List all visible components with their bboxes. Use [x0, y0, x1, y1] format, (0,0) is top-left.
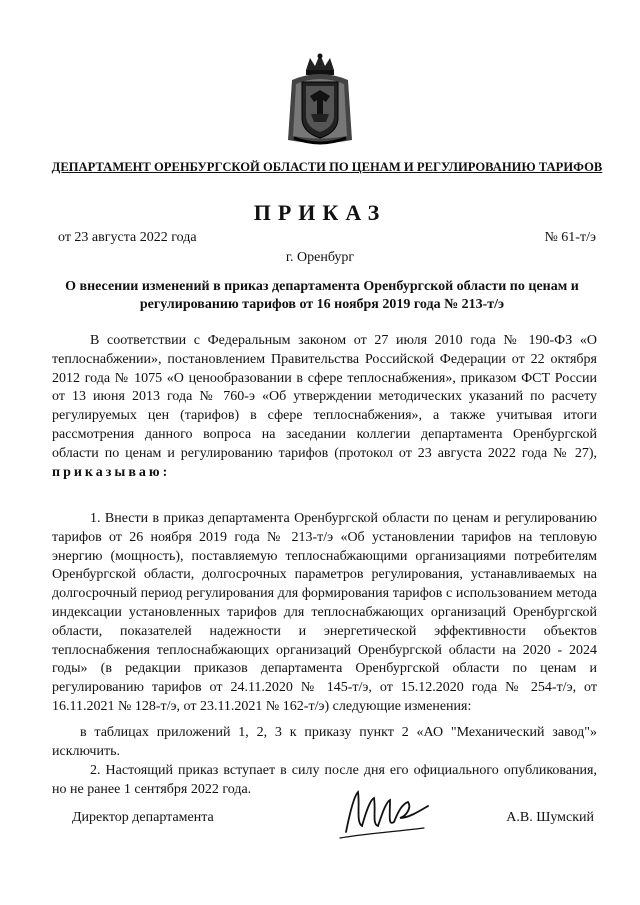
document-type: ПРИКАЗ: [253, 200, 387, 225]
document-date: от 23 августа 2022 года: [58, 230, 197, 245]
department-title: ДЕПАРТАМЕНТ ОРЕНБУРГСКОЙ ОБЛАСТИ ПО ЦЕНАМ И РЕГУЛИРОВАНИЮ ТАРИФОВ: [51, 160, 603, 174]
item-1-sub-text: в таблицах приложений 1, 2, 3 к приказу пункт 2 «АО "Механический завод"» исключить.: [52, 725, 597, 759]
coat-of-arms-icon: [284, 52, 356, 146]
item-1-text: 1. Внести в приказ департамента Оренбургской области по ценам и регулированию тарифов от 26 ноября 2019 года № 213-т/э «Об установлении тарифов на тепловую энергию (мощность), поставляемую теплоснабжающими организациями потребителям Оренбургской области, долгосрочных параметров регулирования, устанавливаемых на долгосрочный период регулирования для формирования тарифов с использованием метода индексации установленных тарифов для теплоснабжающих организаций Оренбургской области, показателей надежности и энергетической эффективности объектов теплоснабжения теплоснабжающих организаций Оренбургской области на 2020 - 2024 годы» (в редакции приказов департамента Оренбургской области по ценам и регулированию тарифов от 24.11.2020 № 145-т/э, от 15.12.2020 года № 254-т/э, от 16.11.2021 № 128-т/э, от 23.11.2021 № 162-т/э) следующие изменения:: [52, 511, 597, 714]
document-number: № 61-т/э: [544, 230, 596, 245]
item-1-paragraph: [52, 510, 597, 717]
item-2-text: 2. Настоящий приказ вступает в силу после дня его официального опубликования, но не ранее 1 сентября 2022 года.: [52, 763, 597, 797]
signatory-position: Директор департамента: [72, 810, 214, 825]
item-2-paragraph: [52, 762, 597, 800]
document-subject: О внесении изменений в приказ департамента Оренбургской области по ценам и регулированию тарифов от 16 ноября 2019 года № 213-т/э: [65, 279, 579, 312]
document-city: г. Оренбург: [285, 250, 355, 265]
signature-icon: [332, 782, 442, 842]
item-1-sub-paragraph: [52, 724, 597, 762]
preamble-text: В соответствии с Федеральным законом от 27 июля 2010 года № 190-ФЗ «О теплоснабжении», постановлением Правительства Российской Федерации от 22 октября 2012 года № 1075 «О ценообразовании в сфере теплоснабжения», приказом ФСТ России от 13 июня 2013 года № 760-э «Об утверждении методических указаний по расчету регулируемых цен (тарифов) в сфере теплоснабжения», а также учитывая итоги рассмотрения данного вопроса на заседании коллегии департамента Оренбургской области по ценам и регулированию тарифов (протокол от 23 августа 2022 года № 27),: [52, 333, 597, 461]
signatory-name: А.В. Шумский: [506, 810, 594, 825]
preamble-paragraph: [52, 332, 597, 482]
order-word: приказываю:: [52, 464, 171, 480]
